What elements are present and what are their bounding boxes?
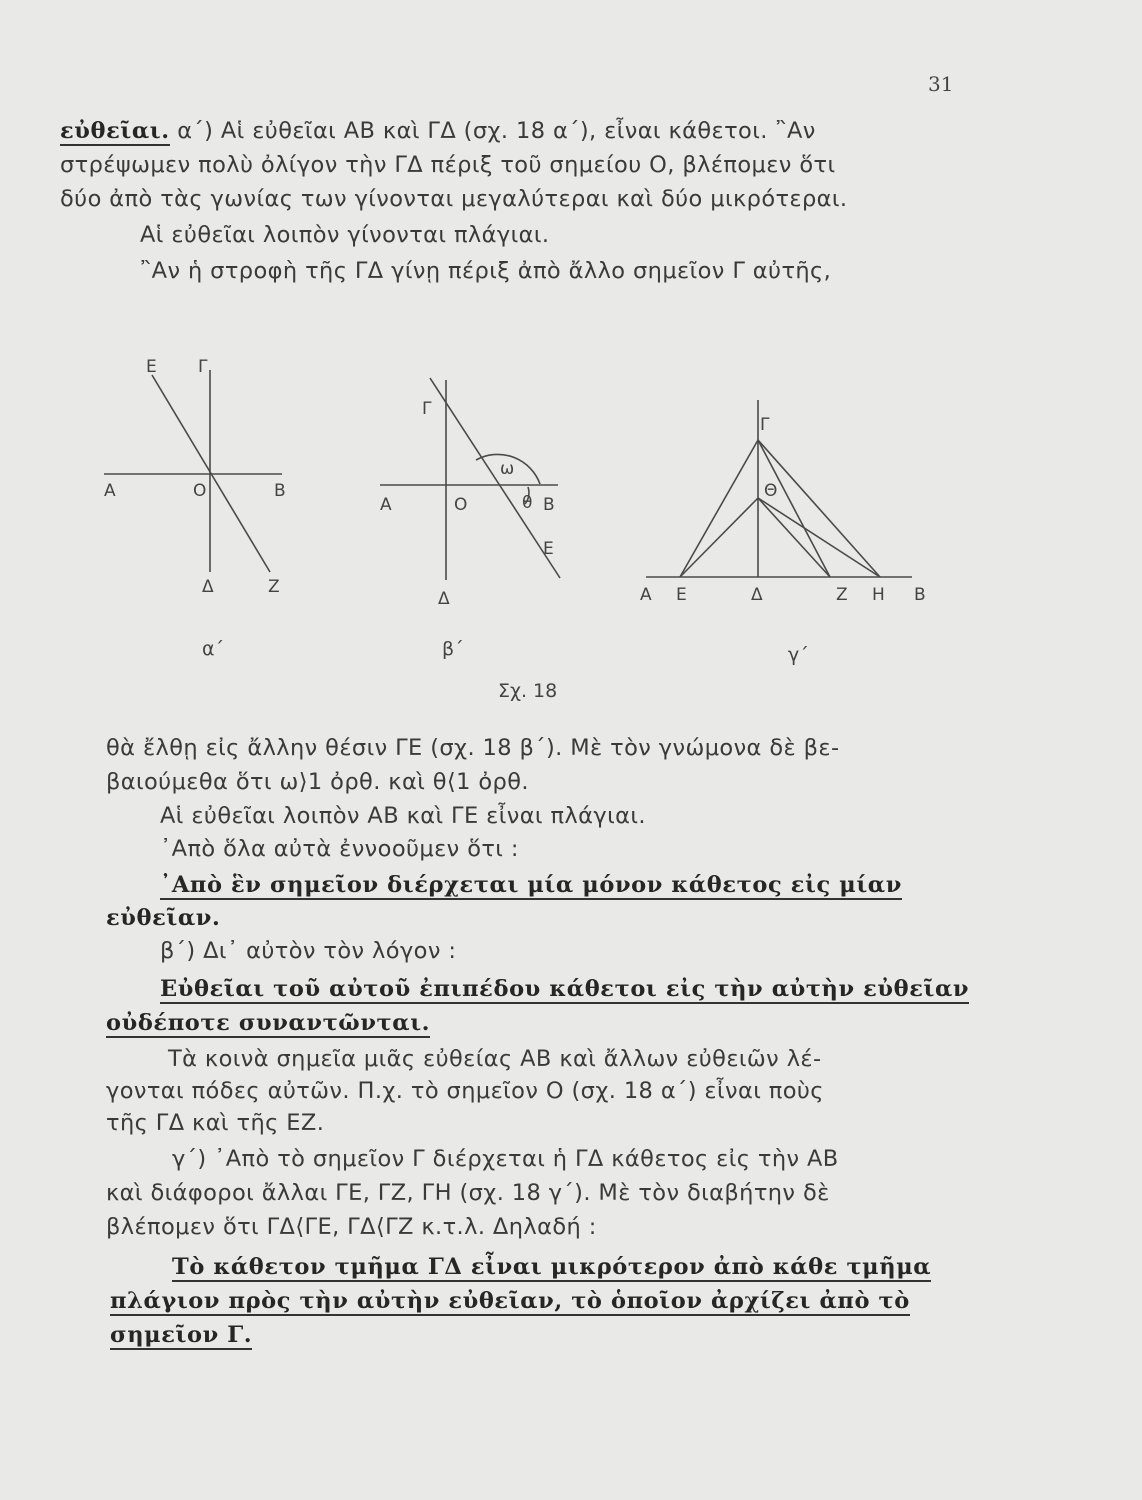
text-line: ῍Αν ἡ στροφὴ τῆς ΓΔ γίνῃ πέριξ ἀπὸ ἄλλο σημεῖον Γ αὐτῆς, [140,258,832,284]
text-line: θὰ ἔλθῃ εἰς ἄλλην θέσιν ΓΕ (σχ. 18 β΄). Μὲ τὸν γνώμονα δὲ βε- [106,735,840,761]
fig-c-label: Ε [676,585,687,605]
text-line: δύο ἀπὸ τὰς γωνίας των γίνονται μεγαλύτεραι καὶ δύο μικρότεραι. [60,186,848,212]
rule-3-cont [110,1288,1040,1314]
fig-c-sublabel: γ΄ [788,644,809,666]
text-line: β΄) Δι᾽ αὐτὸν τὸν λόγον : [160,938,457,964]
fig-b-label: θ [522,493,533,513]
rule-3-end [110,1322,1040,1348]
fig-a-sublabel: α΄ [202,638,225,660]
fig-b-label: Β [543,495,555,515]
text-line: γ΄) ᾽Απὸ τὸ σημεῖον Γ διέρχεται ἡ ΓΔ κάθετος εἰς τὴν ΑΒ [172,1146,839,1172]
fig-c-label: Β [914,585,926,605]
fig-c-line-ge [680,440,758,577]
rule-1-line-2: εὐθεῖαν. [106,905,221,931]
text-line: καὶ διάφοροι ἄλλαι ΓΕ, ΓΖ, ΓΗ (σχ. 18 γ΄). Μὲ τὸν διαβήτην δὲ [106,1180,830,1206]
rule-1 [160,872,1090,898]
fig-b-label: Γ [422,399,432,419]
text-line: ᾽Απὸ ὅλα αὐτὰ ἐννοοῦμεν ὅτι : [160,836,519,862]
fig-b-label: Ο [454,495,468,515]
text-line: τῆς ΓΔ καὶ τῆς ΕΖ. [106,1110,325,1136]
rule-2-line-2: οὐδέποτε συναντῶνται. [106,1010,431,1036]
fig-c-label: Γ [760,415,770,435]
text-line: Τὰ κοινὰ σημεῖα μιᾶς εὐθείας ΑΒ καὶ ἄλλων εὐθειῶν λέ- [168,1046,822,1072]
text-line: στρέψωμεν πολὺ ὀλίγον τὴν ΓΔ πέριξ τοῦ σημείου Ο, βλέπομεν ὅτι [60,152,836,178]
fig-a-label: Γ [198,357,208,377]
fig-b-label: Ε [543,539,554,559]
fig-a-label: Ζ [268,577,280,597]
fig-a-label: Ε [146,357,157,377]
text-line: βλέπομεν ὅτι ΓΔ⟨ΓΕ, ΓΔ⟨ΓΖ κ.τ.λ. Δηλαδή : [106,1214,597,1240]
fig-c-label: Θ [764,481,778,501]
text-line: Αἱ εὐθεῖαι λοιπὸν γίνονται πλάγιαι. [140,222,550,248]
fig-c-label: Α [640,585,652,605]
rule-3-line-3: σημεῖον Γ. [110,1322,253,1348]
fig-c-label: Η [872,585,885,605]
text-line: Αἱ εὐθεῖαι λοιπὸν ΑΒ καὶ ΓΕ εἶναι πλάγιαι. [160,803,646,829]
text-line-rest: α΄) Αἱ εὐθεῖαι ΑΒ καὶ ΓΔ (σχ. 18 α΄), εἶναι κάθετοι. ῍Αν [169,118,816,144]
fig-c-label: Δ [751,585,763,605]
rule-3-line-2: πλάγιον πρὸς τὴν αὐτὴν εὐθεῖαν, τὸ ὁποῖον ἀρχίζει ἀπὸ τὸ [110,1288,910,1314]
fig-b-label: Α [380,495,392,515]
text-line: γονται πόδες αὐτῶν. Π.χ. τὸ σημεῖον Ο (σχ. 18 α΄) εἶναι ποὺς [106,1078,824,1104]
fig-b-label: ω [500,459,515,479]
fig-a-label: Β [274,481,286,501]
fig-a-label: Δ [202,577,214,597]
page-number: 31 [928,72,954,96]
section-term: εὐθεῖαι. [60,118,170,144]
fig-a-label: Α [104,481,116,501]
rule-1-line-1: ᾽Απὸ ἓν σημεῖον διέρχεται μία μόνον κάθετος εἰς μίαν [160,872,902,898]
figure-caption: Σχ. 18 [498,680,558,702]
text-line: βαιούμεθα ὅτι ω⟩1 ὀρθ. καὶ θ⟨1 ὀρθ. [106,769,529,795]
fig-b-line-ge [430,378,560,578]
rule-1-cont [106,905,1036,931]
rule-2 [160,976,1090,1002]
rule-3-line-1: Τὸ κάθετον τμῆμα ΓΔ εἶναι μικρότερον ἀπὸ κάθε τμῆμα [172,1254,932,1280]
fig-b-label: Δ [438,589,450,609]
fig-c-label: Ζ [836,585,848,605]
fig-b-sublabel: β΄ [442,638,464,660]
rule-2-cont [106,1010,1036,1036]
fig-a-label: Ο [193,481,207,501]
rule-3 [172,1254,1102,1280]
rule-2-line-1: Εὐθεῖαι τοῦ αὐτοῦ ἐπιπέδου κάθετοι εἰς τὴν αὐτὴν εὐθεῖαν [160,976,970,1002]
